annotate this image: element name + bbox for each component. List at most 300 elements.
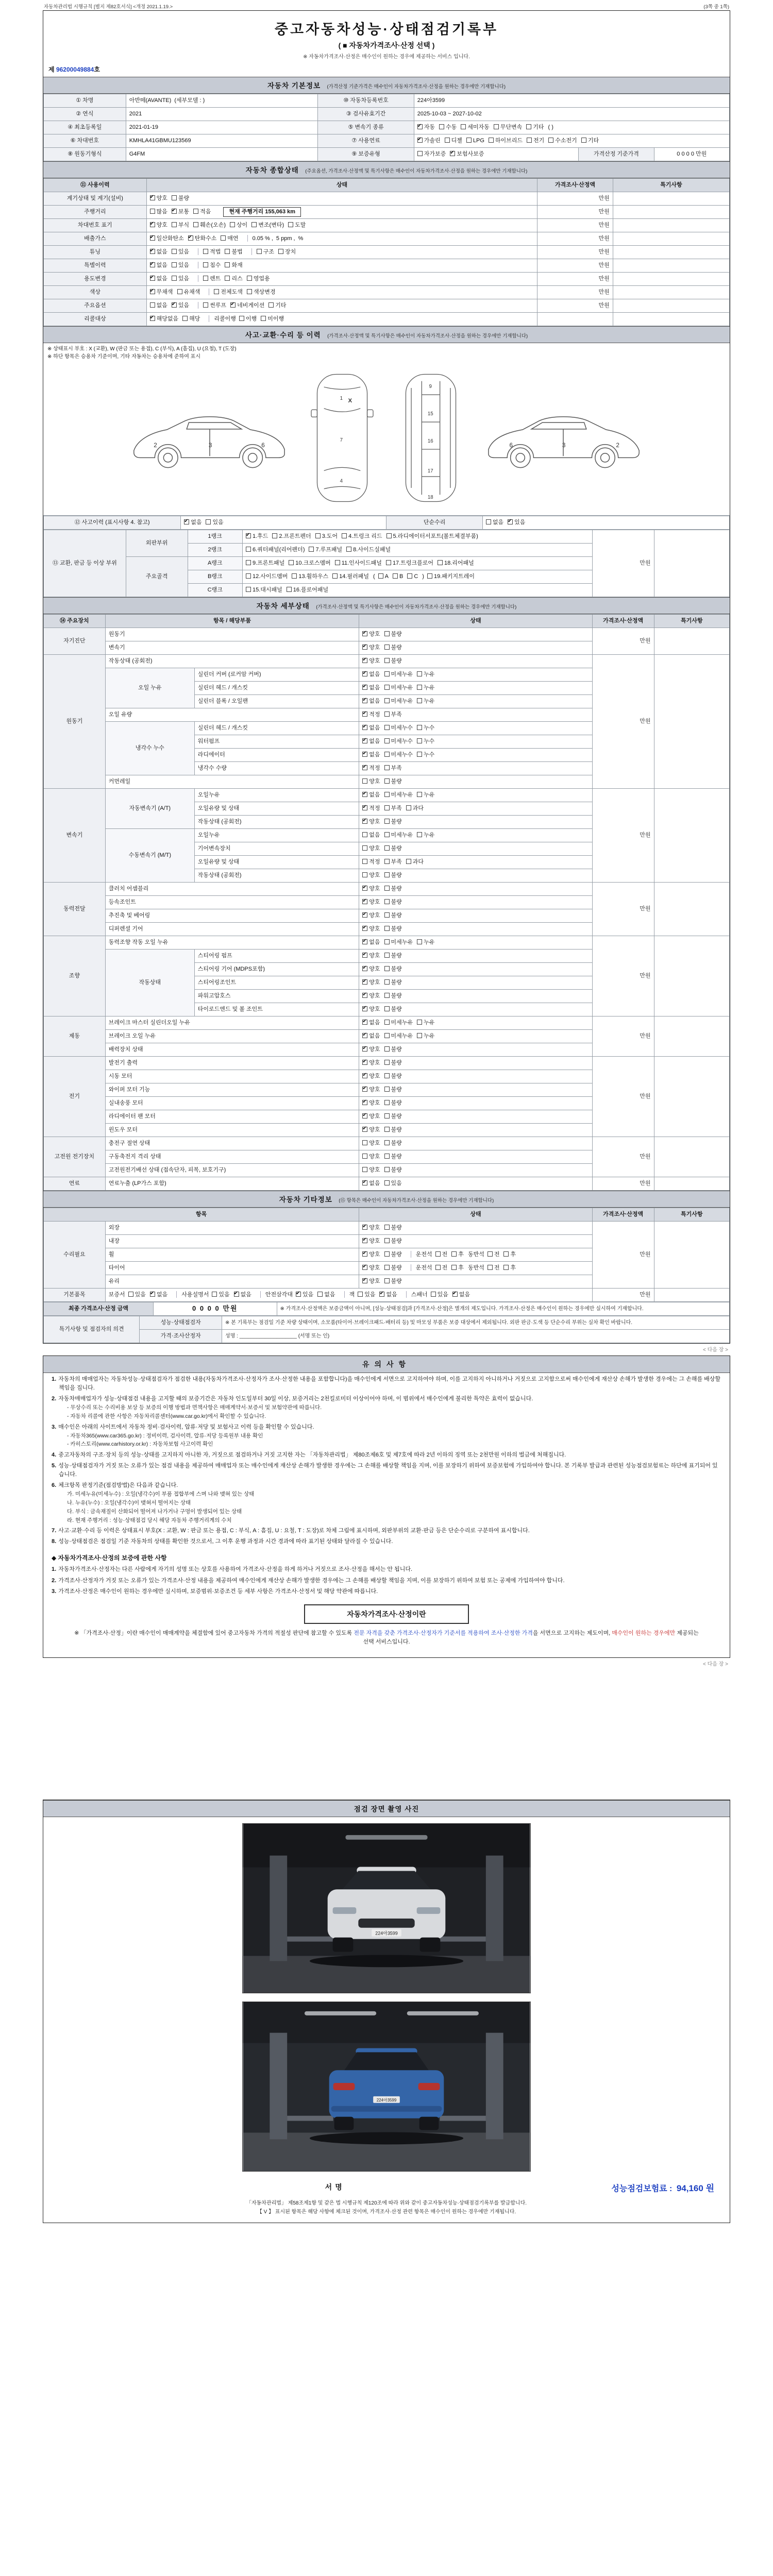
checkbox[interactable] [384,805,390,810]
cell [146,299,537,313]
checkbox[interactable] [384,939,390,944]
check-label: 불량 [391,1086,402,1093]
checkbox[interactable] [384,1020,390,1025]
notice-item [43,1585,730,1596]
check-label: 과다 [412,805,424,811]
cell: 유리 [105,1275,359,1289]
cell [359,1057,593,1070]
checkbox[interactable] [362,1251,367,1257]
check-label: 15.대시패널 [252,586,282,593]
checkbox[interactable] [379,1292,384,1297]
inspector-opinion-table [43,1316,730,1343]
definition-text [43,1628,730,1650]
checkbox[interactable] [278,249,283,254]
checkbox[interactable] [315,533,321,538]
checkbox[interactable] [384,1167,390,1172]
checkbox[interactable] [362,671,367,676]
check-label: 양호 [369,1073,380,1079]
checkbox[interactable] [406,859,411,864]
checkbox[interactable] [362,738,367,743]
checkbox[interactable] [362,778,367,784]
checkbox[interactable] [362,993,367,998]
checkbox[interactable] [362,1020,367,1025]
checkbox[interactable] [362,899,367,904]
check-label: 1.후드 [252,533,268,539]
checkbox[interactable] [445,138,450,143]
cell [359,1164,593,1177]
checkbox[interactable] [362,886,367,891]
checkbox[interactable] [362,685,367,690]
checkbox[interactable] [386,560,391,565]
checkbox[interactable] [172,195,177,200]
checkbox[interactable] [417,939,422,944]
checkbox[interactable] [384,1265,390,1270]
checkbox[interactable] [247,289,252,294]
checkbox[interactable] [384,1033,390,1038]
checkbox[interactable] [362,845,367,851]
cell [359,1097,593,1110]
svg-text:9: 9 [429,383,432,389]
checkbox[interactable] [358,1292,363,1297]
checkbox[interactable] [234,1292,239,1297]
checkbox[interactable] [417,792,422,797]
cell: 1랭크 [188,530,242,544]
check-option [384,685,413,692]
checkbox[interactable] [193,222,198,227]
checkbox[interactable] [384,631,390,636]
checkbox[interactable] [488,1251,493,1257]
checkbox[interactable] [362,1006,367,1011]
photos-block [43,1800,730,2223]
checkbox[interactable] [296,1292,301,1297]
checkbox[interactable] [150,235,155,241]
checkbox[interactable] [548,138,553,143]
checkbox[interactable] [221,235,226,241]
notice-number: 8. [52,1538,57,1545]
checkbox[interactable] [203,262,208,267]
checkbox[interactable] [384,1140,390,1145]
checkbox[interactable] [362,859,367,864]
value-fuel [414,134,729,148]
mileage-box: 현재 주행거리 155,063 km [223,207,301,217]
checkbox[interactable] [128,1292,133,1297]
checkbox[interactable] [384,953,390,958]
checkbox[interactable] [406,805,411,810]
check-option [335,560,382,567]
checkbox[interactable] [417,671,422,676]
check-label: 19.패키지트레이 [433,573,475,580]
cell [242,530,592,544]
cell: 특별이력 [44,259,147,273]
check-label: 불량 [391,1140,402,1146]
checkbox[interactable] [417,1033,422,1038]
checkbox[interactable] [384,979,390,985]
checkbox[interactable] [172,249,177,254]
checkbox[interactable] [225,249,230,254]
checkbox[interactable] [384,792,390,797]
check-option [450,151,484,158]
checkbox[interactable] [384,1251,390,1257]
checkbox[interactable] [251,222,257,227]
checkbox[interactable] [384,1100,390,1105]
checkbox[interactable] [230,302,236,308]
cell: 스티어링 기어 (MDPS포함) [194,963,359,976]
value-year: 2021 [126,108,318,121]
checkbox[interactable] [384,1060,390,1065]
checkbox[interactable] [287,587,292,592]
checkbox[interactable] [362,805,367,810]
check-option [150,262,167,269]
check-label: 수소전기 [555,137,577,144]
checkbox[interactable] [362,953,367,958]
check-label: 없음 [369,1019,380,1026]
check-label: 없음 [369,791,380,798]
checkbox[interactable] [362,1154,367,1159]
checkbox[interactable] [362,1167,367,1172]
notice-subitem: - 카히스토리(www.carhistory.or.kr) : 자동차보험 사고이력 확인 [67,1441,213,1448]
cell [146,286,537,299]
checkbox[interactable] [362,1140,367,1145]
checkbox[interactable] [384,859,390,864]
cell [359,1137,593,1150]
checkbox[interactable] [581,138,586,143]
checkbox[interactable] [384,1046,390,1052]
check-label: 9.프론트패널 [252,560,285,566]
checkbox[interactable] [342,533,347,538]
checkbox[interactable] [384,738,390,743]
cell: 작동상태 (공회전) [105,655,359,668]
checkbox[interactable] [417,685,422,690]
check-label: 양호 [369,644,380,651]
cell: 자기진단 [44,628,106,655]
checkbox[interactable] [384,1087,390,1092]
checkbox[interactable] [362,1100,367,1105]
cell: 만원 [537,299,613,313]
checkbox[interactable] [384,819,390,824]
checkbox[interactable] [451,1251,457,1257]
cell: 오일유량 및 상태 [194,802,359,816]
check-label: 미이행 [267,315,284,322]
checkbox[interactable] [417,698,422,703]
checkbox[interactable] [417,138,423,143]
cell [613,313,729,326]
checkbox[interactable] [362,631,367,636]
notice-item [43,1535,730,1546]
check-option [406,859,424,866]
checkbox[interactable] [362,1060,367,1065]
checkbox[interactable] [309,547,314,552]
car-diagram-top [304,366,381,510]
check-option [150,249,167,256]
checkbox[interactable] [246,560,251,565]
check-label: 없음 [156,1291,168,1298]
checkbox[interactable] [384,1278,390,1283]
checkbox[interactable] [384,993,390,998]
check-label: 자가보증 [424,150,446,157]
checkbox[interactable] [486,519,491,524]
cell: 오일누유 [194,829,359,842]
check-option [461,124,490,131]
check-option [362,698,380,705]
checkbox[interactable] [526,124,531,129]
checkbox[interactable] [225,262,230,267]
checkbox[interactable] [384,765,390,770]
check-option [384,1020,413,1027]
check-option [431,1292,448,1299]
check-option [251,222,284,229]
checkbox[interactable] [150,1292,155,1297]
check-label: 양호 [369,965,380,972]
checkbox[interactable] [246,547,251,552]
checkbox[interactable] [246,587,251,592]
checkbox[interactable] [362,819,367,824]
checkbox[interactable] [451,1265,457,1270]
cell: 고전원 전기장치 [44,1137,106,1177]
checkbox[interactable] [384,966,390,971]
checkbox[interactable] [384,1225,390,1230]
cell [359,802,593,816]
checkbox[interactable] [384,1238,390,1243]
check-label: 양호 [369,1264,380,1271]
checkbox[interactable] [384,685,390,690]
checkbox[interactable] [384,912,390,918]
checkbox[interactable] [332,573,338,579]
checkbox[interactable] [384,832,390,837]
check-label: 전기 [533,137,545,144]
checkbox[interactable] [439,124,444,129]
section-basic-header [43,77,730,94]
checkbox[interactable] [317,1292,323,1297]
checkbox[interactable] [527,138,532,143]
checkbox[interactable] [247,276,252,281]
checkbox[interactable] [393,573,398,579]
checkbox[interactable] [417,832,422,837]
checkbox[interactable] [188,235,193,241]
checkbox[interactable] [384,1006,390,1011]
checkbox[interactable] [172,209,177,214]
checkbox[interactable] [461,124,466,129]
checkbox[interactable] [212,1292,217,1297]
checkbox[interactable] [150,195,155,200]
checkbox[interactable] [177,289,182,294]
checkbox[interactable] [150,276,155,281]
checkbox[interactable] [268,302,274,308]
checkbox[interactable] [206,519,211,524]
checkbox[interactable] [362,725,367,730]
checkbox[interactable] [362,752,367,757]
checkbox[interactable] [362,658,367,663]
cell: 구동축전지 격리 상태 [105,1150,359,1164]
checkbox[interactable] [384,899,390,904]
checkbox[interactable] [362,1238,367,1243]
checkbox[interactable] [362,912,367,918]
checkbox[interactable] [450,151,455,156]
checkbox[interactable] [427,573,432,579]
checkbox[interactable] [362,1127,367,1132]
check-option [150,316,179,323]
check-option [362,832,380,839]
checkbox[interactable] [362,1046,367,1052]
cell: ⑭ 주요장치 [44,615,106,628]
checkbox[interactable] [203,249,208,254]
cell: 만원 [537,219,613,232]
checkbox[interactable] [417,725,422,730]
checkbox[interactable] [150,289,155,294]
checkbox[interactable] [184,519,189,524]
checkbox[interactable] [417,1020,422,1025]
checkbox[interactable] [362,832,367,837]
checkbox[interactable] [362,711,367,717]
checkbox[interactable] [182,316,188,321]
checkbox[interactable] [384,1113,390,1118]
final-price-table [43,1302,730,1316]
checkbox[interactable] [508,519,513,524]
checkbox[interactable] [272,533,277,538]
checkbox[interactable] [362,765,367,770]
checkbox[interactable] [150,209,155,214]
checkbox[interactable] [417,738,422,743]
cell [146,192,537,206]
checkbox[interactable] [417,151,423,156]
checkbox[interactable] [230,222,235,227]
checkbox[interactable] [362,1113,367,1118]
checkbox[interactable] [503,1265,509,1270]
checkbox[interactable] [435,1251,441,1257]
checkbox[interactable] [431,1292,436,1297]
checkbox[interactable] [362,1033,367,1038]
definition-highlight-1: 전문 자격을 갖춘 가격조사·산정자가 기준서를 적용하여 조사·산정한 가격 [354,1630,533,1636]
checkbox[interactable] [362,698,367,703]
checkbox[interactable] [257,249,262,254]
checkbox[interactable] [494,124,499,129]
checkbox[interactable] [503,1251,509,1257]
checkbox[interactable] [362,1278,367,1283]
check-option [128,1292,146,1299]
cell [359,829,593,842]
checkbox[interactable] [362,1087,367,1092]
checkbox[interactable] [378,573,383,579]
checkbox[interactable] [384,752,390,757]
checkbox[interactable] [417,752,422,757]
check-label: 후 [458,1264,464,1271]
checkbox[interactable] [362,645,367,650]
checkbox[interactable] [150,316,155,321]
checkbox[interactable] [214,289,219,294]
divider [251,248,252,255]
checkbox[interactable] [362,792,367,797]
checkbox[interactable] [384,711,390,717]
label-accident-history: ⑫ 사고이력 (표시사항 4. 참고) [44,516,181,530]
checkbox[interactable] [384,1073,390,1078]
checkbox[interactable] [335,560,340,565]
checkbox[interactable] [150,222,155,227]
checkbox[interactable] [362,1180,367,1185]
notice-text: 성능·상태점검은 점검일 기준 자동차의 상태를 확인한 것으로서, 그 이후 운행 과정과 시간 경과에 따라 표기된 상태와 달라질 수 있습니다. [58,1538,393,1545]
checkbox[interactable] [407,573,412,579]
checkbox[interactable] [239,316,244,321]
checkbox[interactable] [384,1154,390,1159]
cell [613,273,729,286]
checkbox[interactable] [489,138,494,143]
checkbox[interactable] [172,222,177,227]
checkbox[interactable] [362,966,367,971]
check-label: 불량 [391,644,402,651]
checkbox[interactable] [362,979,367,985]
checkbox[interactable] [435,1265,441,1270]
checkbox[interactable] [438,560,443,565]
check-option [362,658,380,665]
checkbox[interactable] [384,725,390,730]
check-label: 훼손(오손) [200,222,226,228]
check-label: 부족 [391,711,402,718]
checkbox[interactable] [362,939,367,944]
checkbox[interactable] [466,138,472,143]
checkbox[interactable] [386,533,392,538]
checkbox[interactable] [452,1292,458,1297]
checkbox[interactable] [362,1225,367,1230]
checkbox[interactable] [288,222,293,227]
checkbox[interactable] [384,658,390,663]
checkbox[interactable] [346,547,351,552]
checkbox[interactable] [203,302,208,308]
checkbox[interactable] [172,276,177,281]
checkbox[interactable] [384,698,390,703]
check-label: 이행 [245,315,257,322]
checkbox[interactable] [384,872,390,877]
checkbox[interactable] [384,645,390,650]
check-option [362,1087,380,1094]
checkbox[interactable] [261,316,266,321]
cell [613,299,729,313]
check-option [182,316,200,323]
check-label: 미세누유 [391,671,413,677]
checkbox[interactable] [172,262,177,267]
checkbox[interactable] [417,124,423,129]
checkbox[interactable] [362,1265,367,1270]
cell [359,1177,593,1191]
checkbox[interactable] [384,778,390,784]
checkbox[interactable] [362,926,367,931]
checkbox[interactable] [150,249,155,254]
checkbox[interactable] [362,1073,367,1078]
checkbox[interactable] [488,1265,493,1270]
checkbox[interactable] [289,560,294,565]
checkbox[interactable] [246,573,251,579]
check-label: 양호 [369,1140,380,1146]
check-label: 장치 [284,248,296,255]
checkbox[interactable] [384,845,390,851]
checkbox[interactable] [384,1180,390,1185]
check-option [362,886,380,893]
checkbox[interactable] [384,926,390,931]
check-option [150,235,184,243]
checkbox[interactable] [150,302,155,308]
checkbox[interactable] [246,533,251,538]
checkbox[interactable] [172,302,177,308]
checkbox[interactable] [384,1127,390,1132]
cell [359,775,593,789]
checkbox[interactable] [384,886,390,891]
checkbox[interactable] [225,276,230,281]
notice-number: 2. [52,1577,57,1584]
checkbox[interactable] [203,276,208,281]
checkbox[interactable] [292,573,297,579]
checkbox[interactable] [193,209,198,214]
check-label: 적정 [369,711,380,718]
checkbox[interactable] [384,671,390,676]
checkbox[interactable] [362,872,367,877]
checkbox[interactable] [150,262,155,267]
